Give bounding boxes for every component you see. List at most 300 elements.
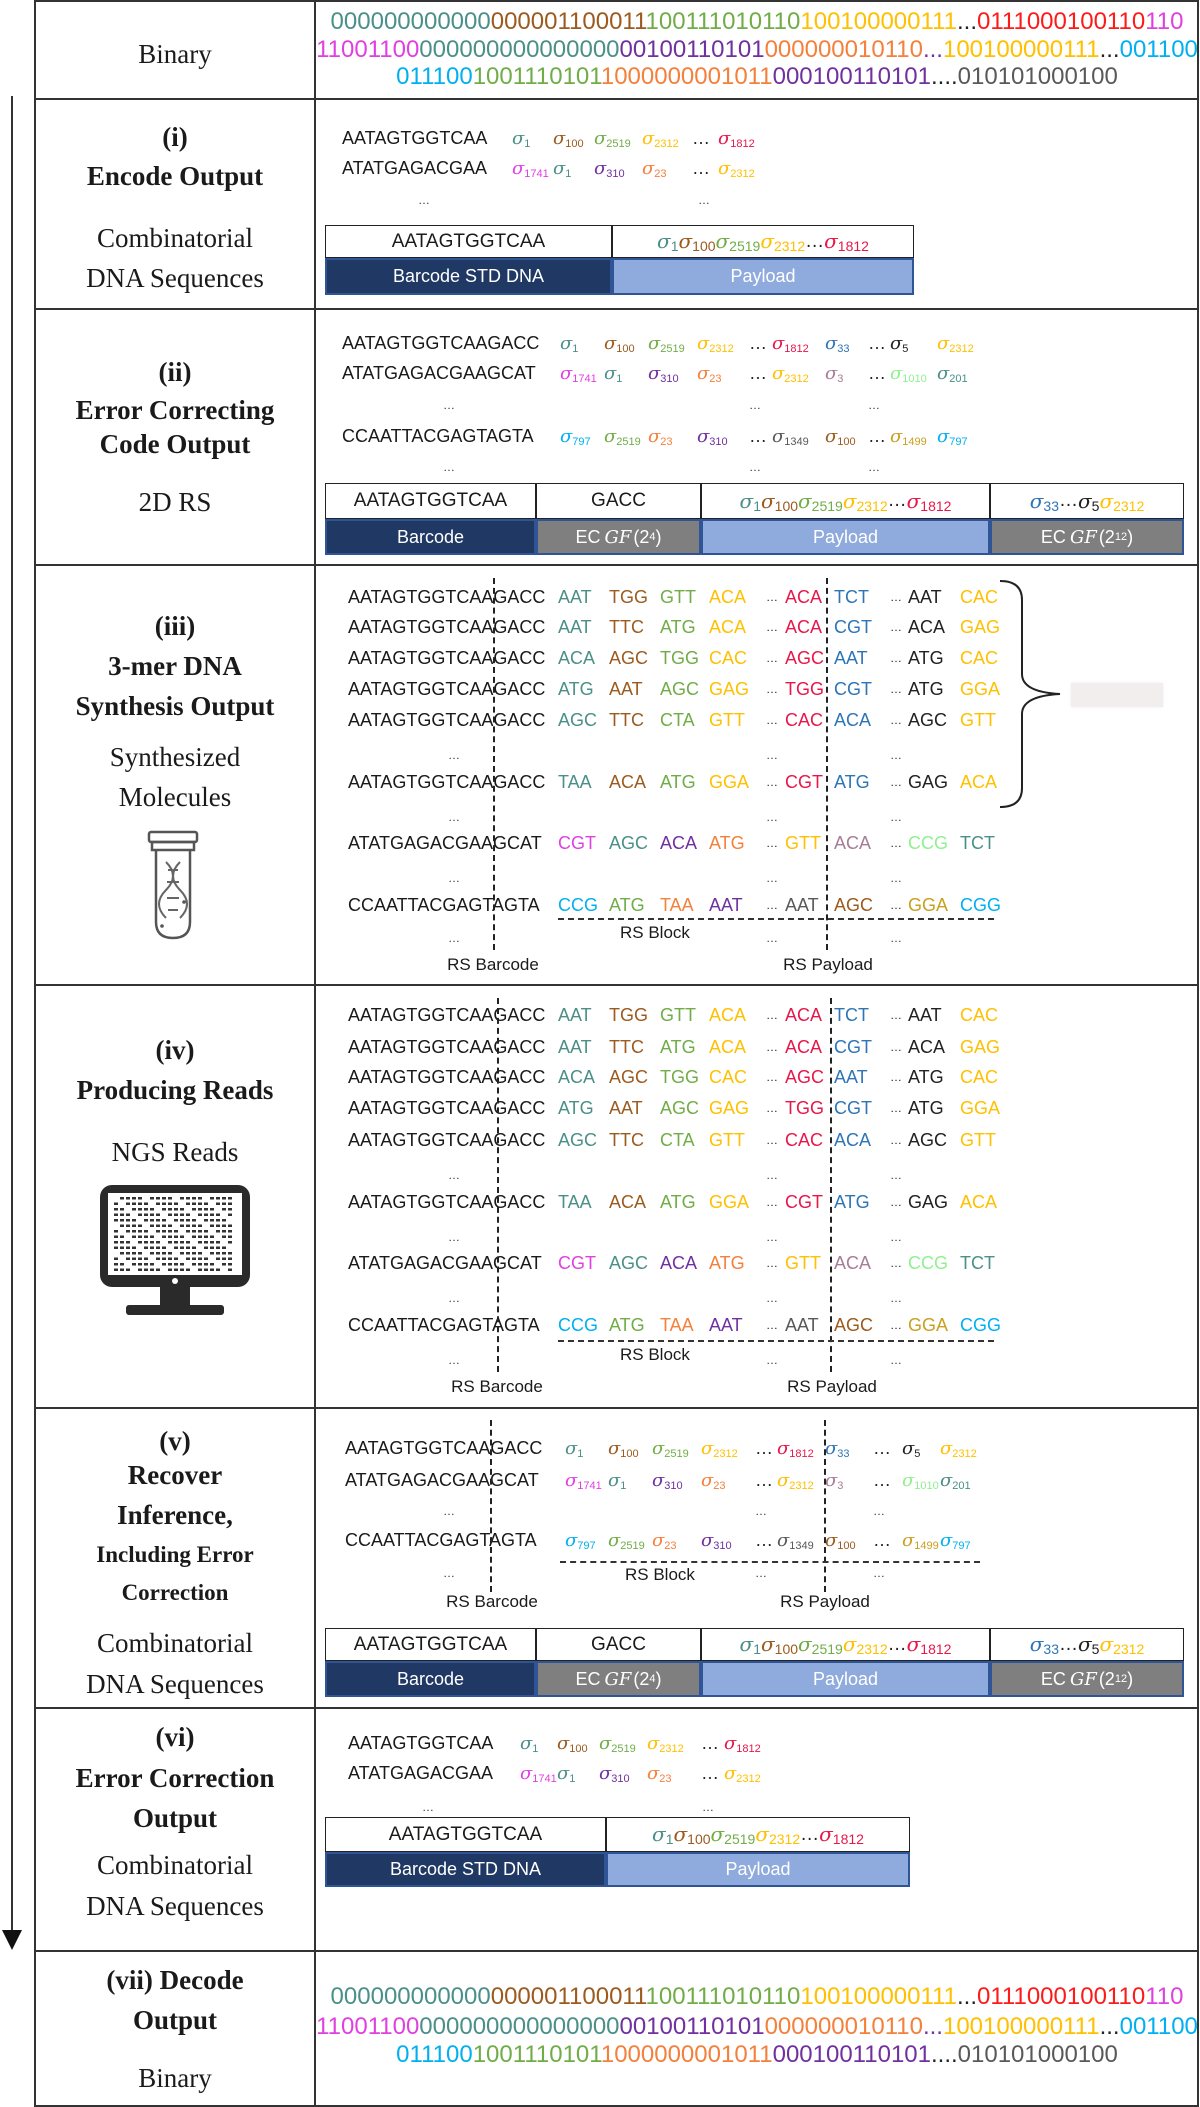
section-ii-label-sub: 2D RS	[138, 487, 212, 517]
ec-field-text: EC	[575, 1668, 601, 1689]
sigma-symbol: $\sigma_{797}$	[937, 426, 968, 448]
symbol	[560, 361, 597, 385]
binary-segment: 000000000000	[330, 8, 491, 35]
binary-segment: 00100110101	[619, 36, 765, 63]
payload-segment-cell: Payload	[606, 1852, 910, 1887]
codon: ACA	[709, 587, 747, 607]
ellipsis: …	[1058, 490, 1078, 511]
binary-segment: 100111010110	[645, 8, 801, 35]
codon: ATG	[908, 648, 944, 668]
codon: ATG	[660, 772, 696, 792]
rs-block-label: RS Block	[625, 1565, 695, 1584]
payload-segment-cell: Payload	[701, 519, 990, 555]
section-vii-label-num: (vii) Decode	[106, 1965, 244, 1995]
ellipsis-row-dots: …	[890, 1230, 902, 1244]
codon: CGT	[785, 772, 823, 792]
sigma-symbol: $\sigma_{2312}$	[755, 1822, 801, 1847]
codon: ATG	[908, 1098, 944, 1118]
codon: …	[890, 1318, 902, 1332]
binary-top-line	[316, 8, 1198, 36]
codon: …	[890, 775, 902, 789]
section-vi-label-title: Error Correction	[75, 1763, 275, 1793]
section-vi-label-sub: Combinatorial	[97, 1850, 253, 1880]
binary-segment: 110	[1145, 8, 1184, 35]
symbol	[701, 1436, 738, 1460]
barcode-segment-cell: Barcode STD DNA	[325, 258, 612, 295]
binary-segment: 100100000111	[942, 2013, 1100, 2040]
binary-segment: 00100110101	[619, 2013, 765, 2040]
sigma-symbol: $\sigma_{1499}$	[890, 426, 927, 448]
codon: CGT	[785, 1192, 823, 1212]
sigma-symbol: $\sigma_{2312}$	[697, 333, 734, 355]
symbol	[604, 361, 622, 385]
blank-placeholder-box	[1071, 683, 1163, 707]
codon: …	[766, 1101, 778, 1115]
codon: AAT	[558, 587, 592, 607]
flow-arrow-shaft	[11, 96, 13, 1934]
sigma-symbol: $\sigma_{23}$	[647, 1763, 672, 1785]
ec-field-text: GF	[604, 1668, 632, 1690]
sigma-symbol: $\sigma_{2312}$	[701, 1438, 738, 1460]
ellipsis-row-dots: …	[443, 398, 455, 412]
barcode-sequence: AATAGTGGTCAAGACC	[345, 1438, 543, 1458]
sigma-symbol: $\sigma_{310}$	[701, 1530, 732, 1552]
payload-segment-cell: Payload	[612, 258, 914, 295]
sigma-symbol: $\sigma_{2312}$	[1099, 488, 1145, 514]
ellipsis: …	[887, 490, 907, 511]
codon: …	[890, 1101, 902, 1115]
symbol	[772, 331, 809, 355]
sigma-symbol: $\sigma_1$	[657, 229, 679, 254]
symbol	[718, 126, 755, 150]
codon: ACA	[709, 1037, 747, 1057]
binary-segment: 000001100011	[490, 1983, 646, 2010]
codon: TAA	[558, 772, 592, 792]
symbol	[825, 1528, 856, 1552]
ellipsis: …	[701, 1763, 719, 1783]
symbol	[940, 1528, 971, 1552]
symbol	[652, 1468, 683, 1492]
ellipsis-row-dots: …	[448, 1230, 460, 1244]
codon: CAC	[960, 1005, 999, 1025]
sigma-symbol: $\sigma_{100}$	[825, 1530, 856, 1552]
symbol	[565, 1468, 602, 1492]
binary-segment: 001100	[1119, 2013, 1198, 2040]
symbol	[902, 1528, 939, 1552]
binary-segment: 011100	[396, 63, 473, 90]
symbol	[940, 1436, 977, 1460]
sigma-symbol: $\sigma_{201}$	[937, 363, 968, 385]
symbol	[520, 1731, 538, 1755]
symbol	[937, 424, 968, 448]
symbol	[608, 1436, 639, 1460]
symbol	[868, 331, 886, 355]
binary-segment: 000100110101	[772, 63, 931, 90]
codon: ATG	[558, 679, 594, 699]
codon: …	[890, 682, 902, 696]
sigma-symbol: $\sigma_{1812}$	[718, 128, 755, 150]
symbol	[565, 1528, 596, 1552]
sigma-symbol: $\sigma_{100}$	[557, 1733, 588, 1755]
sigma-symbol: $\sigma_1$	[608, 1470, 627, 1492]
codon: AGC	[609, 1067, 649, 1087]
sigma-symbol: $\sigma_{797}$	[565, 1530, 596, 1552]
barcode-sequence: ATATGAGACGAA	[342, 158, 488, 178]
symbol	[599, 1731, 636, 1755]
barcode-sequence: AATAGTGGTCAAGACC	[348, 1098, 546, 1118]
symbol	[772, 424, 809, 448]
ellipsis-row-dots: …	[755, 1566, 767, 1580]
barcode-sequence: AATAGTGGTCAAGACC	[348, 679, 546, 699]
codon: ACA	[558, 648, 596, 668]
rs-payload-label: RS Payload	[783, 955, 873, 974]
ellipsis-row-dots: …	[448, 1291, 460, 1305]
ellipsis-row-dots: …	[766, 1230, 778, 1244]
table-value-cell	[701, 1628, 990, 1661]
section-vii-label-sub: Binary	[138, 2063, 212, 2093]
symbol	[777, 1436, 814, 1460]
codon: ACA	[660, 1253, 698, 1273]
codon: AGC	[660, 679, 700, 699]
ellipsis-row-dots: …	[766, 931, 778, 945]
rs-divider-dashed	[824, 1420, 826, 1592]
ec-segment-cell	[990, 519, 1184, 555]
codon: AGC	[609, 833, 649, 853]
barcode-sequence: AATAGTGGTCAAGACC	[348, 1005, 546, 1025]
section-ii-label-num: (ii)	[158, 357, 192, 387]
codon: GAG	[908, 772, 949, 792]
sigma-symbol: $\sigma_{2312}$	[724, 1763, 761, 1785]
symbol	[890, 424, 927, 448]
table-value-cell	[990, 483, 1184, 519]
section-i-label-sub: Combinatorial	[97, 223, 253, 253]
sigma-symbol: $\sigma_{23}$	[701, 1470, 726, 1492]
binary-decoded-line	[316, 2041, 1198, 2069]
symbol	[749, 424, 767, 448]
symbol	[642, 126, 679, 150]
codon: GTT	[960, 1130, 996, 1150]
barcode-sequence: AATAGTGGTCAAGACC	[348, 617, 546, 637]
ec-field-text: 12	[1114, 1673, 1128, 1685]
ellipsis-row-dots: …	[448, 748, 460, 762]
codon: TCT	[960, 833, 995, 853]
right-border	[1197, 0, 1199, 2107]
ellipsis: …	[873, 1470, 891, 1490]
sigma-symbol: $\sigma_{1812}$	[772, 333, 809, 355]
sigma-symbol: $\sigma_{1812}$	[906, 1632, 952, 1657]
binary-segment: ...	[956, 8, 977, 35]
sigma-symbol: $\sigma_{2519}$	[710, 1822, 756, 1847]
symbol	[604, 331, 635, 355]
codon: AGC	[834, 895, 874, 915]
binary-segment: 000000010110	[764, 2013, 923, 2040]
section-iii-label-title: 3-mer DNA	[108, 651, 242, 681]
barcode-sequence: AATAGTGGTCAAGACC	[342, 333, 540, 353]
ec-field-text: )	[655, 526, 662, 547]
binary-segment: 000000010110	[764, 36, 923, 63]
codon: GGA	[960, 679, 1001, 699]
section-i-label-sub: DNA Sequences	[86, 263, 264, 293]
test-tube-dna-icon	[146, 830, 200, 942]
symbol	[642, 156, 667, 180]
symbol	[565, 1436, 583, 1460]
codon: CAC	[785, 710, 824, 730]
rs-divider-dashed	[497, 998, 499, 1372]
codon: ACA	[785, 1005, 823, 1025]
symbol	[777, 1528, 814, 1552]
ellipsis: …	[868, 363, 886, 383]
ellipsis-row-dots: …	[448, 1168, 460, 1182]
symbol	[825, 331, 850, 355]
row-divider	[34, 1950, 1198, 1952]
codon: TTC	[609, 617, 644, 637]
table-value-cell	[990, 1628, 1184, 1661]
ellipsis-row-dots: …	[873, 1566, 885, 1580]
row-divider	[34, 984, 1198, 986]
sigma-symbol: $\sigma_{2519}$	[652, 1438, 689, 1460]
codon: AAT	[785, 895, 819, 915]
symbol	[560, 424, 591, 448]
section-vii-label-title: Output	[132, 2005, 218, 2035]
symbol	[692, 126, 710, 150]
codon: ACA	[785, 617, 823, 637]
codon: CGT	[558, 1253, 596, 1273]
symbol	[512, 126, 530, 150]
section-vi-label-num: (vi)	[155, 1722, 195, 1752]
barcode-segment-cell: Barcode	[325, 519, 536, 555]
binary-segment: ...	[1099, 36, 1120, 63]
binary-segment: 000000000000000	[419, 2013, 620, 2040]
binary-segment: 000100110101	[772, 2041, 931, 2068]
sigma-symbol: $\sigma_{2519}$	[599, 1733, 636, 1755]
symbol	[873, 1468, 891, 1492]
ellipsis: …	[887, 1633, 907, 1655]
section-v-label-small: Including Error	[96, 1542, 254, 1567]
section-iv-label-title: Producing Reads	[76, 1075, 274, 1105]
ellipsis-row-dots: …	[448, 810, 460, 824]
symbol	[873, 1528, 891, 1552]
codon: …	[890, 1256, 902, 1270]
sigma-symbol: $\sigma_1$	[565, 1438, 584, 1460]
codon: ACA	[834, 1130, 872, 1150]
sigma-symbol: $\sigma_1$	[520, 1733, 539, 1755]
sigma-symbol: $\sigma_{1812}$	[906, 488, 952, 514]
codon: CAC	[709, 1067, 748, 1087]
codon: AGC	[908, 1130, 948, 1150]
ellipsis-row-dots: …	[766, 1168, 778, 1182]
codon: …	[766, 1040, 778, 1054]
table-value-cell: GACC	[536, 1628, 701, 1661]
codon: …	[766, 1318, 778, 1332]
codon: …	[890, 1008, 902, 1022]
sigma-symbol: $\sigma_1$	[604, 363, 623, 385]
ellipsis-row-dots: …	[698, 193, 710, 207]
table-value-cell: AATAGTGGTCAA	[325, 1817, 606, 1852]
codon: AGC	[609, 1253, 649, 1273]
sigma-symbol: $\sigma_{1349}$	[772, 426, 809, 448]
codon: …	[766, 1195, 778, 1209]
ec-field-text: )	[655, 1668, 662, 1689]
binary-segment: 110	[1145, 1983, 1184, 2010]
ellipsis-row-dots: …	[766, 1353, 778, 1367]
ec-field-text: EC	[575, 526, 601, 547]
ellipsis-row-dots: …	[443, 1504, 455, 1518]
sigma-symbol: $\sigma_{797}$	[560, 426, 591, 448]
sigma-symbol: $\sigma_1$	[739, 1632, 761, 1657]
sigma-symbol: $\sigma_{33}$	[1029, 1632, 1059, 1657]
symbol	[697, 331, 734, 355]
symbol	[825, 424, 856, 448]
codon: GGA	[709, 1192, 750, 1212]
sigma-symbol: $\sigma_{2519}$	[604, 426, 641, 448]
sigma-symbol: $\sigma_{33}$	[825, 1438, 850, 1460]
barcode-sequence: ATATGAGACGAAGCAT	[342, 363, 536, 383]
ec-field-text: )	[1127, 1668, 1134, 1689]
ellipsis: …	[749, 333, 767, 353]
codon: AAT	[558, 1037, 592, 1057]
binary-top-line	[316, 63, 1198, 91]
codon: ATG	[709, 1253, 745, 1273]
ellipsis-row-dots: …	[766, 1291, 778, 1305]
sigma-symbol: $\sigma_{2519}$	[715, 229, 761, 254]
symbol	[648, 361, 679, 385]
symbol	[724, 1761, 761, 1785]
codon: ATG	[660, 1037, 696, 1057]
barcode-sequence: AATAGTGGTCAAGACC	[348, 1192, 546, 1212]
sigma-symbol: $\sigma_3$	[825, 363, 844, 385]
codon: ATG	[660, 1192, 696, 1212]
ec-field-text: GF	[1069, 1668, 1097, 1690]
symbol	[604, 424, 641, 448]
flow-arrow-head-icon	[2, 1930, 22, 1950]
codon: GGA	[908, 895, 949, 915]
symbol	[608, 1528, 645, 1552]
symbol	[553, 126, 584, 150]
ellipsis-row-dots: …	[890, 1168, 902, 1182]
binary-segment: 000001100011	[490, 8, 646, 35]
codon: ACA	[960, 1192, 998, 1212]
ellipsis: …	[755, 1438, 773, 1458]
codon: AAT	[908, 587, 942, 607]
codon: …	[890, 1040, 902, 1054]
sigma-symbol: $\sigma_{2519}$	[608, 1530, 645, 1552]
codon: CAC	[709, 648, 748, 668]
symbol	[692, 156, 710, 180]
ec-segment-cell	[536, 519, 701, 555]
codon: TAA	[558, 1192, 592, 1212]
sigma-symbol: $\sigma_{1010}$	[890, 363, 927, 385]
symbol	[937, 361, 968, 385]
sigma-symbol: $\sigma_{23}$	[697, 363, 722, 385]
binary-segment: 1000000001011	[600, 63, 773, 90]
codon: …	[766, 1133, 778, 1147]
codon: GTT	[660, 587, 696, 607]
symbol	[868, 361, 886, 385]
ellipsis-row-dots: …	[749, 460, 761, 474]
symbol	[701, 1731, 719, 1755]
sigma-symbol: $\sigma_{2312}$	[777, 1470, 814, 1492]
ellipsis-row-dots: …	[448, 1353, 460, 1367]
codon: ACA	[558, 1067, 596, 1087]
symbol	[937, 331, 974, 355]
sigma-symbol: $\sigma_{1741}$	[512, 158, 549, 180]
codon: AGC	[609, 648, 649, 668]
codon: TTC	[609, 1037, 644, 1057]
ellipsis-row-dots: …	[702, 1800, 714, 1814]
sigma-symbol: $\sigma_{1741}$	[560, 363, 597, 385]
rs-block-label: RS Block	[620, 1345, 690, 1364]
symbol	[772, 361, 809, 385]
binary-segment: 1001110101	[472, 2041, 601, 2068]
barcode-sequence: ATATGAGACGAAGCAT	[345, 1470, 539, 1490]
binary-segment: ...	[1099, 2013, 1120, 2040]
sigma-symbol: $\sigma_{797}$	[940, 1530, 971, 1552]
ec-field-text: 12	[1114, 531, 1128, 543]
ec-field-text: (2	[633, 1668, 650, 1689]
row-divider	[34, 0, 1198, 2]
codon: ACA	[908, 617, 946, 637]
sigma-symbol: $\sigma_{100}$	[678, 229, 716, 254]
ellipsis-row-dots: …	[890, 871, 902, 885]
ellipsis: …	[1058, 1633, 1078, 1655]
symbol	[940, 1468, 971, 1492]
ellipsis: …	[755, 1530, 773, 1550]
rs-block-dashed	[560, 1561, 980, 1563]
table-value-cell: GACC	[536, 483, 701, 519]
ec-field-text: GF	[604, 526, 632, 548]
ellipsis-row-dots: …	[766, 810, 778, 824]
codon: AGC	[834, 1315, 874, 1335]
sigma-symbol: $\sigma_{1499}$	[902, 1530, 939, 1552]
ellipsis-row-dots: …	[766, 748, 778, 762]
symbol	[890, 361, 927, 385]
binary-top-line	[316, 36, 1198, 64]
ec-field-text: 4	[649, 1673, 656, 1685]
sigma-symbol: $\sigma_{100}$	[761, 1632, 799, 1657]
sigma-symbol: $\sigma_1$	[557, 1763, 576, 1785]
codon: AAT	[558, 1005, 592, 1025]
codon: …	[890, 713, 902, 727]
binary-segment: 0111000100110	[977, 1983, 1146, 2010]
symbol	[755, 1528, 773, 1552]
section-v-label-sub: Combinatorial	[97, 1628, 253, 1658]
symbol	[873, 1436, 891, 1460]
sigma-symbol: $\sigma_{100}$	[761, 488, 799, 514]
barcode-sequence: ATATGAGACGAA	[348, 1763, 494, 1783]
symbol	[647, 1731, 684, 1755]
ellipsis-row-dots: …	[422, 1800, 434, 1814]
barcode-sequence: CCAATTACGAGTAGTA	[342, 426, 534, 446]
table-value-cell	[612, 225, 914, 258]
codon: ATG	[709, 833, 745, 853]
symbol	[749, 331, 767, 355]
sigma-symbol: $\sigma_{33}$	[1029, 488, 1059, 514]
sigma-symbol: $\sigma_{100}$	[608, 1438, 639, 1460]
binary-segment: 11001100	[316, 36, 420, 63]
sigma-symbol: $\sigma_{1812}$	[777, 1438, 814, 1460]
sigma-symbol: $\sigma_{2312}$	[642, 128, 679, 150]
codon: TGG	[609, 1005, 648, 1025]
binary-segment: 011100	[396, 2041, 473, 2068]
codon: …	[766, 620, 778, 634]
section-v-label-num: (v)	[159, 1426, 191, 1456]
codon: GTT	[785, 1253, 821, 1273]
sigma-symbol: $\sigma_{310}$	[652, 1470, 683, 1492]
codon: …	[890, 590, 902, 604]
codon: GTT	[709, 1130, 745, 1150]
ec-field-text: (2	[1098, 1668, 1115, 1689]
ellipsis-row-dots: …	[868, 460, 880, 474]
